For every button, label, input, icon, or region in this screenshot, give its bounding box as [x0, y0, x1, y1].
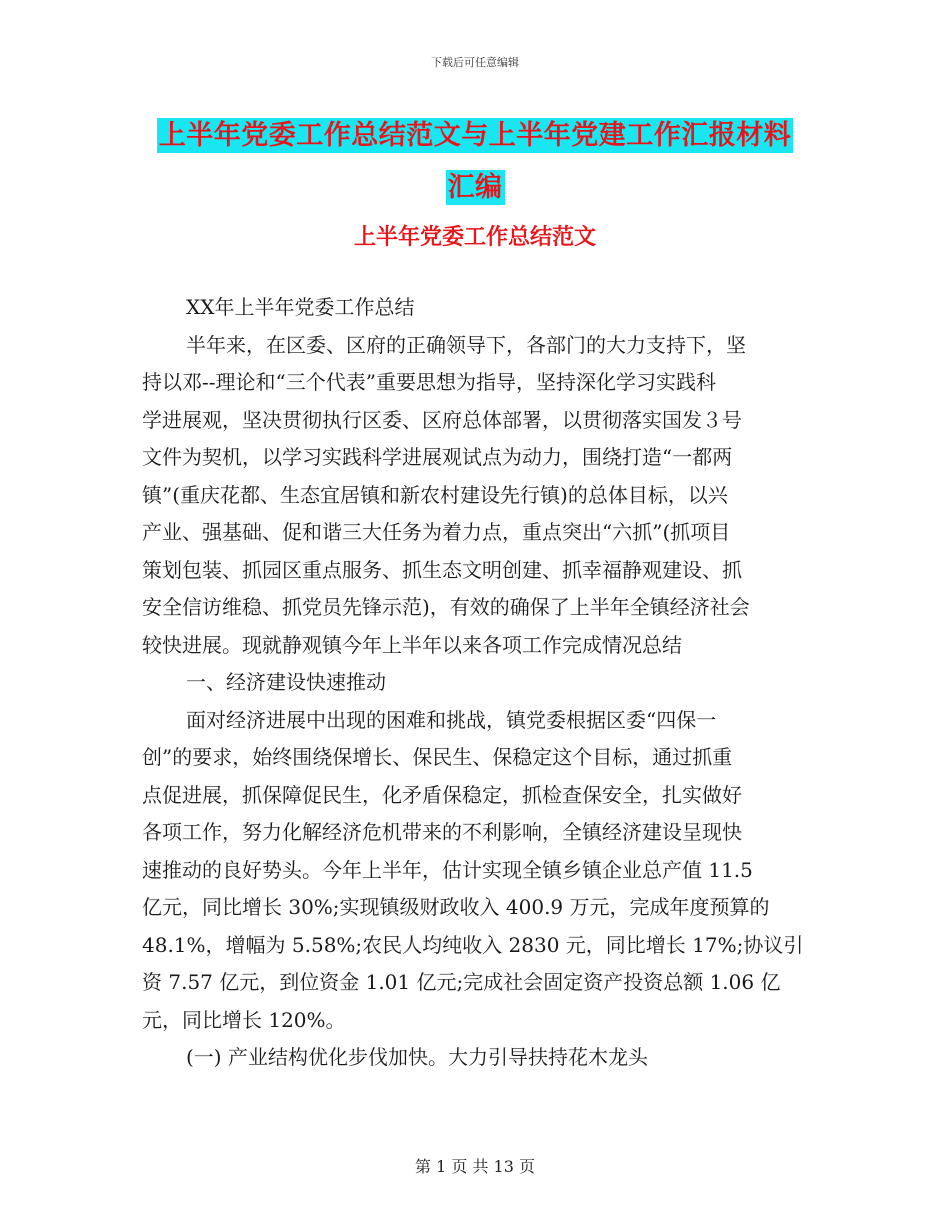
paragraph-line: XX年上半年党委工作总结: [186, 295, 415, 319]
paragraph-line: 学进展观，坚决贯彻执行区委、区府总体部署，以贯彻落实国发３号: [142, 407, 742, 432]
paragraph-line: 48.1%，增幅为 5.58%;农民人均纯收入 2830 元，同比增长 17%;协议引: [142, 932, 804, 957]
paragraph-line: 安全信访维稳、抓党员先锋示范)，有效的确保了上半年全镇经济社会: [142, 595, 750, 619]
paragraph-line: 半年来，在区委、区府的正确领导下，各部门的大力支持下，坚: [186, 332, 746, 357]
paragraph-line: 较快进展。现就静观镇今年上半年以来各项工作完成情况总结: [142, 632, 682, 657]
header-note: 下载后可任意编辑: [431, 56, 519, 69]
paragraph-line: 面对经济进展中出现的困难和挑战，镇党委根据区委“四保一: [186, 707, 717, 732]
document-title: [140, 110, 810, 214]
paragraph-line: 一、经济建设快速推动: [186, 670, 386, 694]
paragraph-line: 亿元，同比增长 30%;实现镇级财政收入 400.9 万元，完成年度预算的: [142, 895, 770, 919]
paragraph-line: 速推动的良好势头。今年上半年，估计实现全镇乡镇企业总产值 11.5: [142, 857, 753, 882]
paragraph-line: 点促进展，抓保障促民生，化矛盾保稳定，抓检查保安全，扎实做好: [142, 782, 742, 807]
document-title-line-1: 上半年党委工作总结范文与上半年党建工作汇报材料: [158, 120, 792, 151]
paragraph-line: 各项工作，努力化解经济危机带来的不利影响，全镇经济建设呈现快: [142, 820, 742, 844]
paragraph-line: 产业、强基础、促和谐三大任务为着力点，重点突出“六抓”(抓项目: [142, 520, 731, 544]
paragraph-line: 持以邓--理论和“三个代表”重要思想为指导，坚持深化学习实践科: [142, 370, 716, 394]
page-footer: 第 1 页 共 13 页: [415, 1157, 535, 1176]
paragraph-line: 策划包装、抓园区重点服务、抓生态文明创建、抓幸福静观建设、抓: [142, 557, 742, 582]
paragraph-line: 文件为契机，以学习实践科学进展观试点为动力，围绕打造“一都两: [142, 445, 733, 469]
paragraph-line: 创”的要求，始终围绕保增长、保民生、保稳定这个目标，通过抓重: [142, 745, 733, 769]
paragraph-line: 元，同比增长 120%。: [142, 1007, 346, 1032]
section-title: 上半年党委工作总结范文: [353, 225, 596, 250]
paragraph-line: 镇”(重庆花都、生态宜居镇和新农村建设先行镇)的总体目标，以兴: [142, 482, 728, 507]
paragraph-line: (一) 产业结构优化步伐加快。大力引导扶持花木龙头: [186, 1045, 648, 1069]
document-title-line-2: 汇编: [447, 172, 503, 203]
paragraph-line: 资 7.57 亿元，到位资金 1.01 亿元;完成社会固定资产投资总额 1.06 亿: [142, 970, 781, 994]
body-text: [142, 289, 810, 1077]
